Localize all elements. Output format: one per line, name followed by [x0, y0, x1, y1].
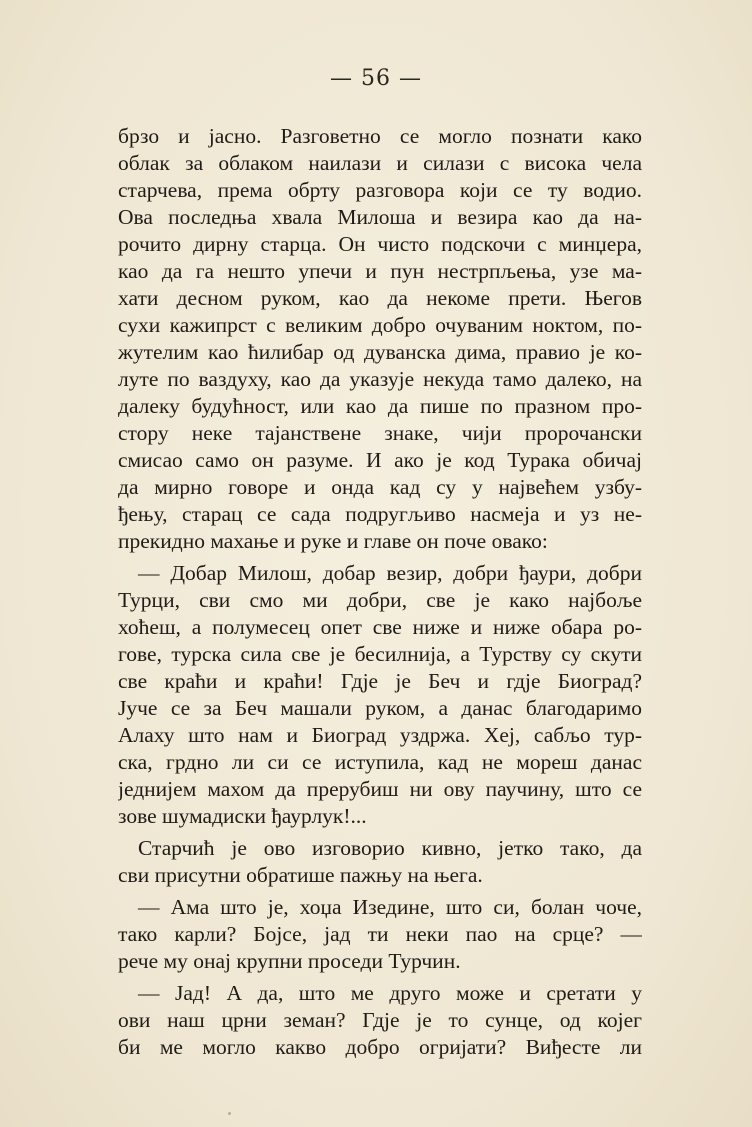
text-line: — Ама што је, хоџа Изедине, што си, болан чоче, [138, 895, 642, 919]
paragraph-5 [118, 980, 642, 1061]
text-line: ђењу, старац се сада подругљиво насмеја и уз не- [118, 502, 642, 526]
page-number: — 56 — [330, 66, 422, 91]
text-line: Алаху што нам и Биоград уздржа. Хеј, сабљо тур- [118, 723, 642, 747]
text-line: све краћи и краћи! Гдје је Беч и гдје Биоград? [118, 669, 642, 693]
body-text [118, 123, 642, 1061]
text-line: једнијем махом да прерубиш ни ову паучину, што се [118, 777, 642, 801]
text-line: гове, турска сила све је бесилнија, а Турству су скути [118, 642, 642, 666]
text-line: као да га нешто упечи и пун нестрпљења, узе ма- [118, 259, 642, 283]
text-line: сви присутни обратише пажњу на њега. [118, 863, 483, 887]
text-line: облак за облаком наилази и силази с висока чела [118, 151, 642, 175]
text-line: да мирно говоре и онда кад су у највећем узбу- [118, 475, 642, 499]
text-line: хоћеш, а полумесец опет све ниже и ниже обара ро- [118, 615, 642, 639]
text-line: сухи кажипрст с великим добро очуваним ноктом, по- [118, 313, 642, 337]
text-line: далеку будућност, или као да пише по празном про- [118, 394, 642, 418]
text-line: прекидно махање и руке и главе он поче овако: [118, 529, 548, 553]
text-line: ови наш црни земан? Гдје је то сунце, од којег [118, 1008, 642, 1032]
paragraph-1 [118, 123, 642, 555]
paper-speck [228, 1112, 231, 1115]
text-line: — Добар Милош, добар везир, добри ђаури, добри [138, 561, 642, 585]
text-line: стору неке тајанствене знаке, чији пророчански [118, 421, 642, 445]
text-line: ска, грдно ли си се иступила, кад не мореш данас [118, 750, 642, 774]
text-line: — Јад! А да, што ме друго може и сретати у [138, 981, 642, 1005]
text-line: Ова последња хвала Милоша и везира као да на- [118, 205, 642, 229]
text-line: Турци, сви смо ми добри, све је како најбоље [118, 588, 642, 612]
text-line: Старчић је ово изговорио кивно, јетко тако, да [138, 836, 642, 860]
text-line: рочито дирну старца. Он чисто подскочи с минџера, [118, 232, 642, 256]
text-line: жутелим као ћилибар од дуванска дима, правио је ко- [118, 340, 642, 364]
text-line: Јуче се за Беч машали руком, а данас благодаримо [118, 696, 642, 720]
text-line: луте по ваздуху, као да указује некуда тамо далеко, на [118, 367, 642, 391]
text-line: брзо и јасно. Разговетно се могло познати како [118, 124, 642, 148]
text-line: тако карли? Бојсе, јад ти неки пао на срце? — [118, 922, 642, 946]
text-line: хати десном руком, као да некоме прети. Његов [118, 286, 642, 310]
text-line: рече му онај крупни проседи Турчин. [118, 949, 461, 973]
paragraph-3 [118, 835, 642, 889]
text-line: старчева, према обрту разговора који се ту водио. [118, 178, 642, 202]
text-line: би ме могло какво добро огријати? Виђесте ли [118, 1035, 642, 1059]
text-line: зове шумадиски ђаурлук!... [118, 804, 367, 828]
paragraph-2 [118, 560, 642, 830]
text-line: смисао само он разуме. И ако је код Турака обичај [118, 448, 642, 472]
paragraph-4 [118, 894, 642, 975]
